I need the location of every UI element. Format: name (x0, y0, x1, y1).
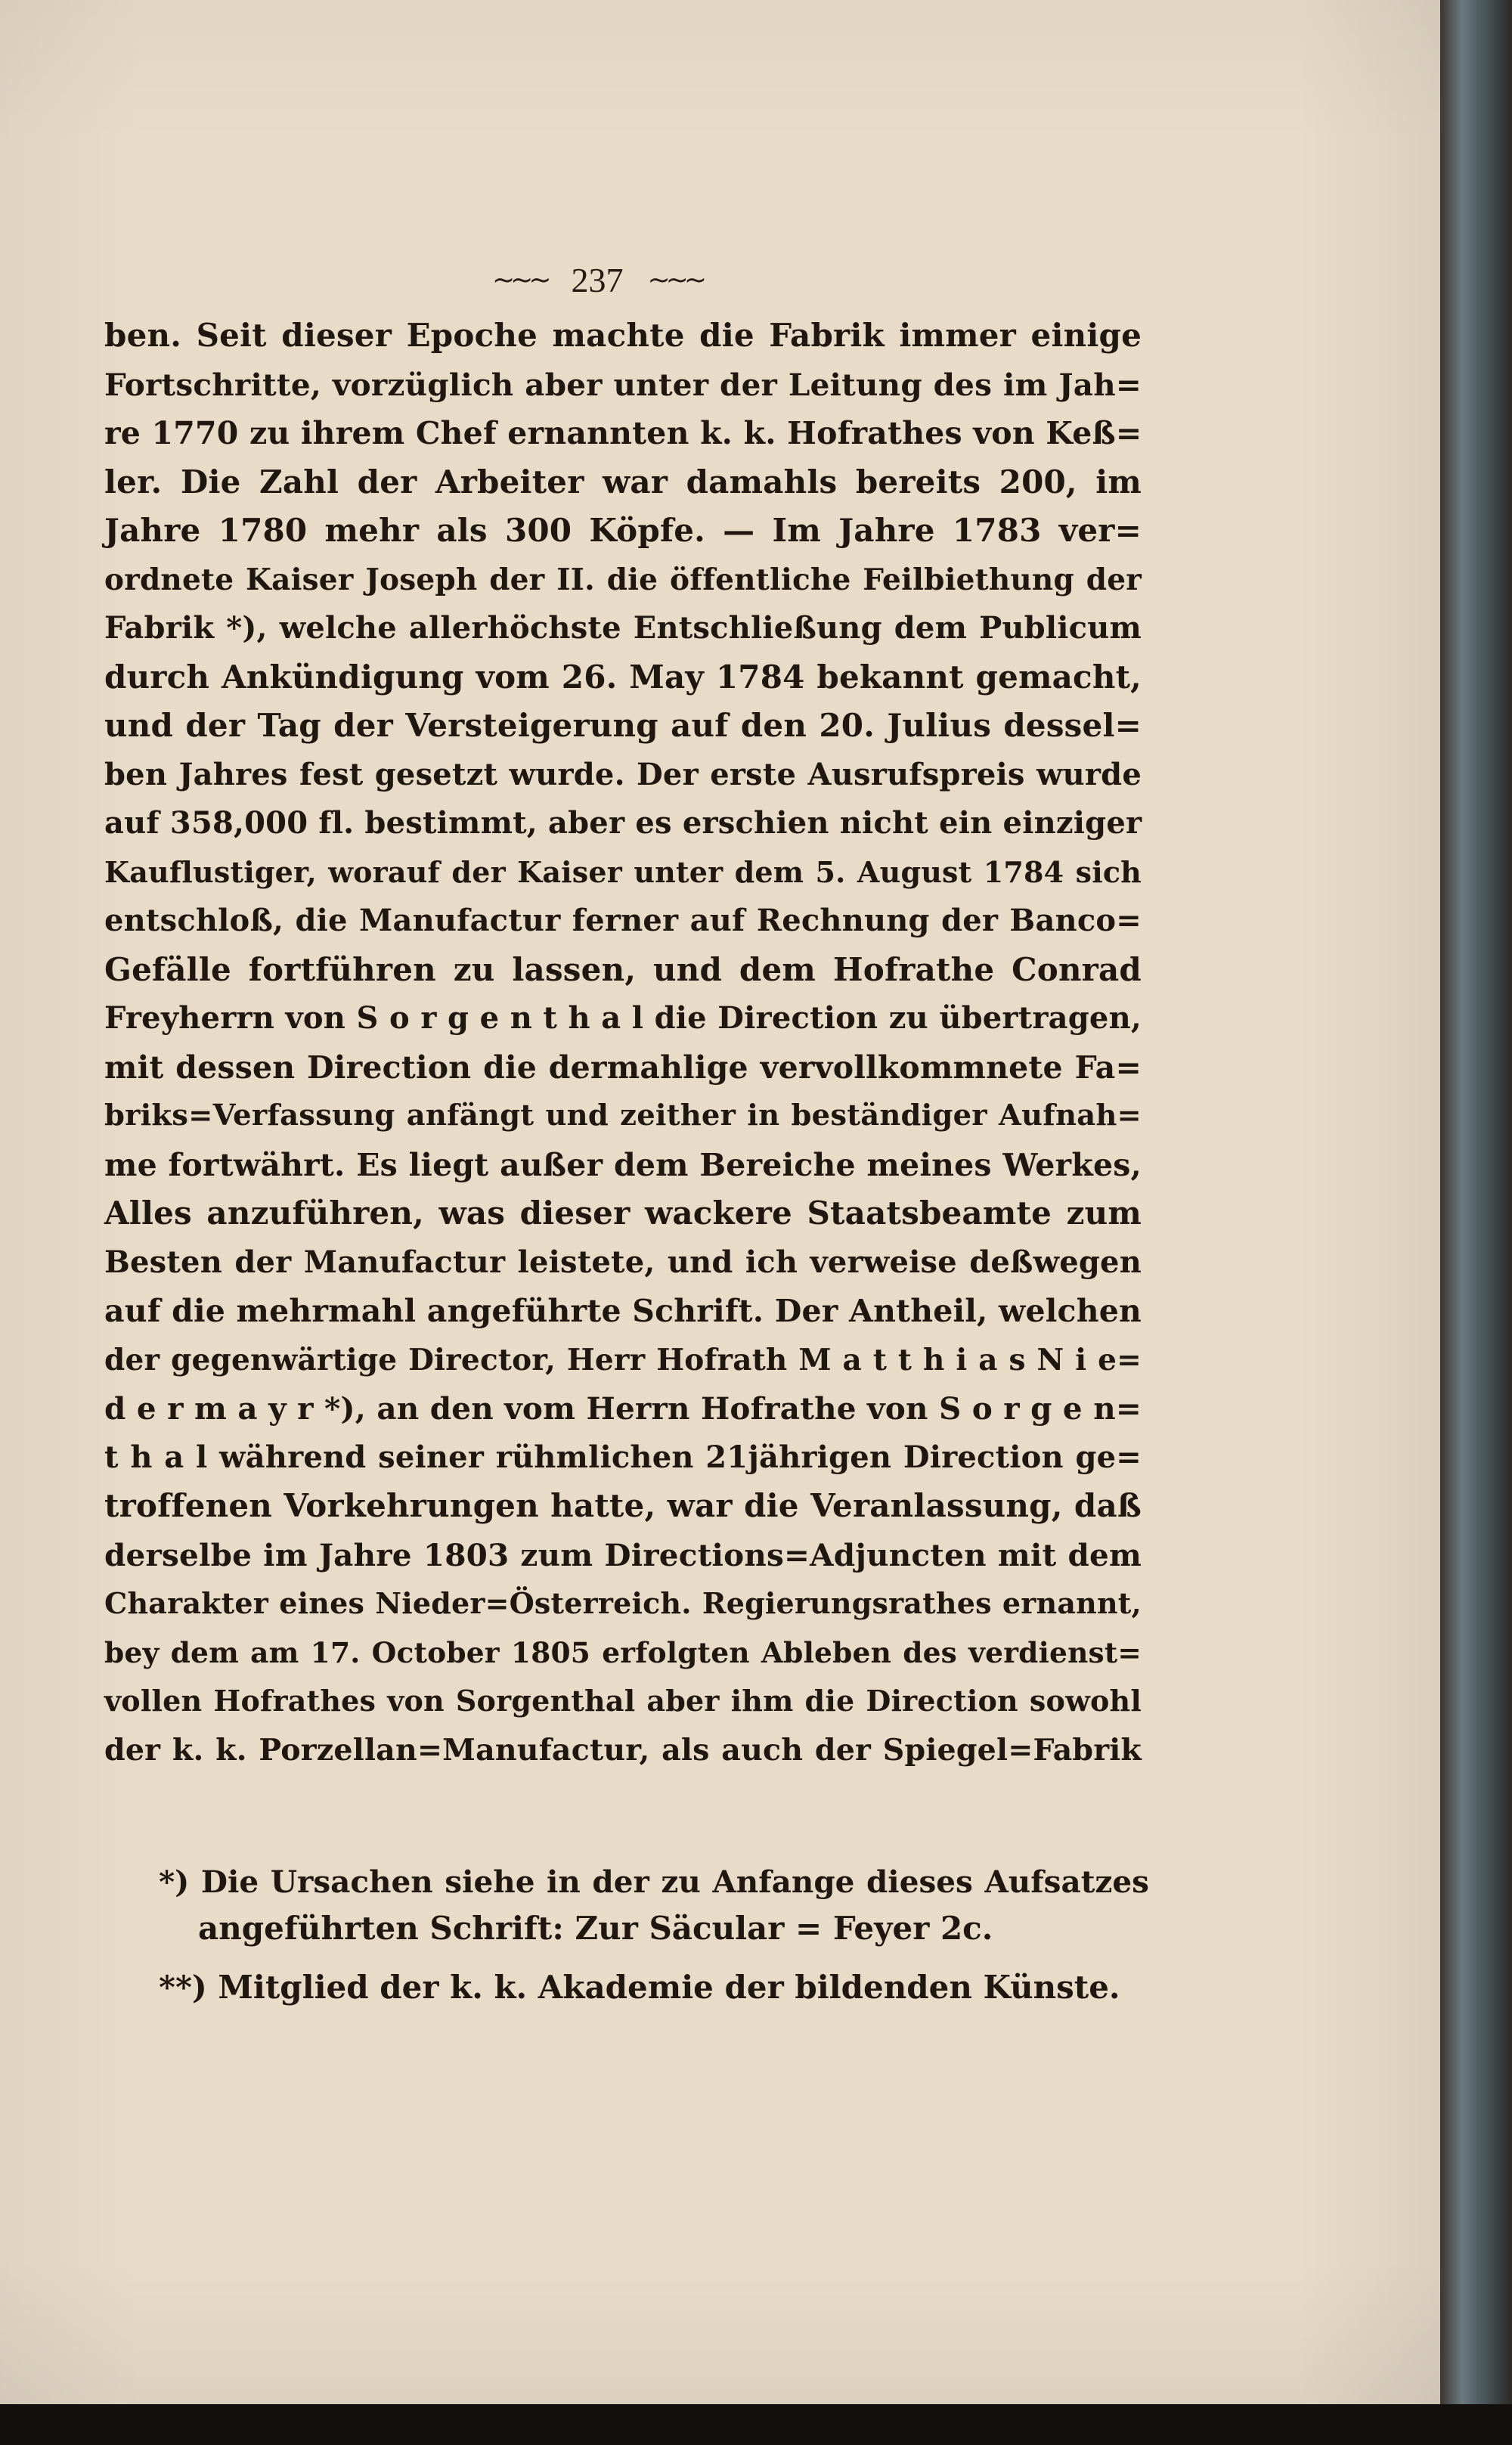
text-line: Fabrik *), welche allerhöchste Entschließung dem Publicum (104, 610, 1142, 646)
text-line: ben Jahres fest gesetzt wurde. Der erste Ausrufspreis wurde (104, 756, 1142, 792)
text-line: Alles anzuführen, was dieser wackere Staatsbeamte zum (104, 1195, 1142, 1232)
text-line: auf 358,000 fl. bestimmt, aber es erschien nicht ein einziger (104, 805, 1142, 841)
text-line: me fortwährt. Es liegt außer dem Bereiche meines Werkes, (104, 1146, 1142, 1183)
text-line: ben. Seit dieser Epoche machte die Fabrik immer einige (104, 317, 1142, 354)
body-text (104, 311, 1142, 1774)
footnotes (159, 1858, 1149, 2011)
page-number: 237 (571, 260, 624, 299)
text-line: re 1770 zu ihrem Chef ernannten k. k. Hofrathes von Keß= (104, 415, 1142, 451)
footnote-1-line-1: *) Die Ursachen siehe in der zu Anfange dieses Aufsatzes (159, 1864, 1149, 1900)
text-line: auf die mehrmahl angeführte Schrift. Der Antheil, welchen (104, 1293, 1142, 1329)
text-line: t h a l während seiner rühmlichen 21jährigen Direction ge= (104, 1439, 1142, 1475)
text-line: der gegenwärtige Director, Herr Hofrath M a t t h i a s N i e= (104, 1342, 1142, 1377)
text-line: entschloß, die Manufactur ferner auf Rechnung der Banco= (104, 903, 1142, 938)
text-line: der k. k. Porzellan=Manufactur, als auch der Spiegel=Fabrik (104, 1732, 1142, 1768)
header-ornament-right: ~~~ (647, 264, 702, 296)
footnote-2: **) Mitglied der k. k. Akademie der bildenden Künste. (159, 1969, 1120, 2006)
text-line: briks=Verfassung anfängt und zeither in beständiger Aufnah= (104, 1099, 1142, 1133)
text-line: Fortschritte, vorzüglich aber unter der Leitung des im Jah= (104, 366, 1142, 403)
text-line: vollen Hofrathes von Sorgenthal aber ihm die Direction sowohl (104, 1684, 1142, 1718)
text-line: Besten der Manufactur leistete, und ich verweise deßwegen (104, 1244, 1142, 1280)
book-edge (1440, 0, 1512, 2445)
text-line: Jahre 1780 mehr als 300 Köpfe. — Im Jahre 1783 ver= (104, 512, 1142, 549)
text-line: Charakter eines Nieder=Österreich. Regierungsrathes ernannt, (104, 1586, 1142, 1620)
scan-background (0, 2404, 1512, 2445)
text-line: und der Tag der Versteigerung auf den 20. Julius dessel= (104, 707, 1142, 744)
text-line: durch Ankündigung vom 26. May 1784 bekannt gemacht, (104, 658, 1142, 696)
text-line: derselbe im Jahre 1803 zum Directions=Adjuncten mit dem (104, 1536, 1142, 1573)
text-line: mit dessen Direction die dermahlige vervollkommnete Fa= (104, 1049, 1142, 1086)
running-header (438, 256, 756, 304)
text-line: d e r m a y r *), an den vom Herrn Hofrathe von S o r g e n= (104, 1390, 1142, 1427)
text-line: Freyherrn von S o r g e n t h a l die Direction zu übertragen, (104, 1000, 1142, 1036)
text-line: troffenen Vorkehrungen hatte, war die Veranlassung, daß (104, 1487, 1142, 1524)
text-line: bey dem am 17. October 1805 erfolgten Ableben des verdienst= (104, 1635, 1142, 1669)
text-line: ler. Die Zahl der Arbeiter war damahls bereits 200, im (104, 463, 1142, 500)
footnote-1-line-2: angeführten Schrift: Zur Säcular = Feyer 2c. (198, 1910, 993, 1947)
text-line: ordnete Kaiser Joseph der II. die öffentliche Feilbiethung der (104, 562, 1142, 597)
header-ornament-left: ~~~ (492, 264, 547, 296)
text-line: Gefälle fortführen zu lassen, und dem Hofrathe Conrad (104, 950, 1142, 988)
text-line: Kauflustiger, worauf der Kaiser unter dem 5. August 1784 sich (104, 854, 1142, 889)
footnote-1 (159, 1858, 1149, 1952)
